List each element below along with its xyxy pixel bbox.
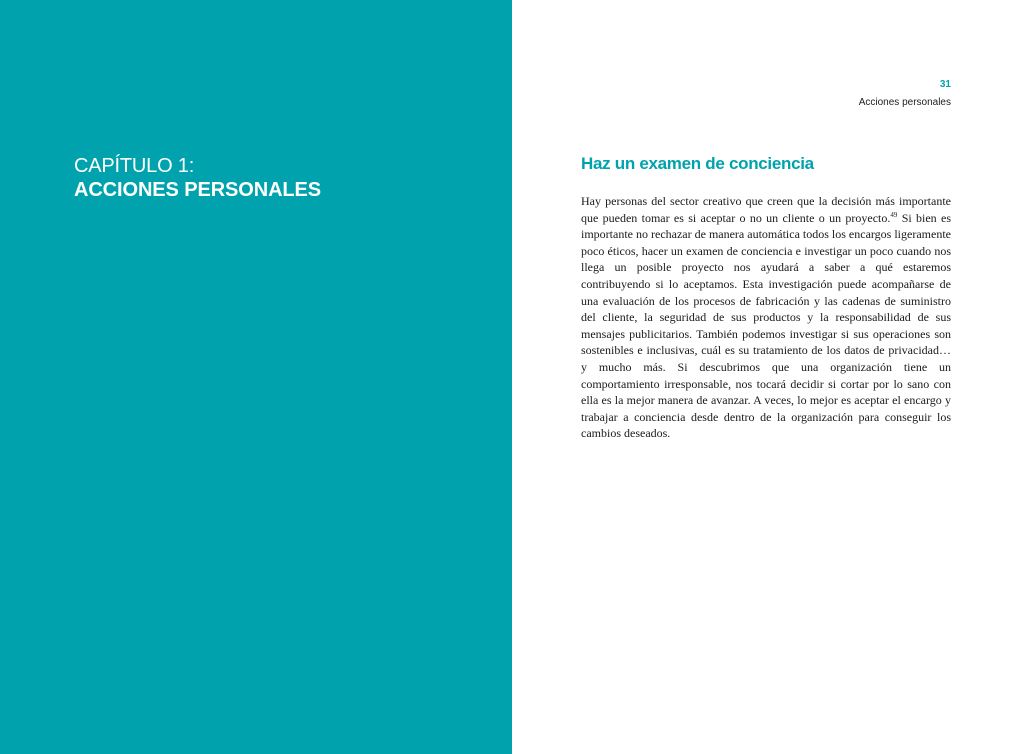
section-title: Haz un examen de conciencia <box>581 154 814 173</box>
running-header: Acciones personales <box>858 97 951 108</box>
chapter-label: CAPÍTULO 1: <box>74 155 195 177</box>
body-text-part-1: Hay personas del sector creativo que creen que la decisión más importante que pueden tomar es si aceptar o no un cliente o un proyecto. <box>581 194 951 225</box>
body-paragraph <box>581 193 951 442</box>
chapter-title: ACCIONES PERSONALES <box>74 179 322 201</box>
page-number: 31 <box>939 79 951 90</box>
body-text-part-2: Si bien es importante no rechazar de manera automática todos los encargos ligeramente poco éticos, hacer un examen de conciencia e investigar un poco cuando nos llega un posible proyecto nos ayudará a saber a qué estaremos contribuyendo si lo aceptamos. Esta investigación puede acompañarse de una evaluación de los procesos de fabricación y las cadenas de suministro del cliente, la seguridad de sus productos y la responsabilidad de sus mensajes publicitarios. También podemos investigar si sus operaciones son sostenibles e inclusivas, cuál es su tratamiento de los datos de privacidad… y mucho más. Si descubrimos que una organización tiene un comportamiento irresponsable, nos tocará decidir si cortar por lo sano con ella es la mejor manera de avanzar. A veces, lo mejor es aceptar el encargo y trabajar a conciencia desde dentro de la organización para conseguir los cambios deseados. <box>581 210 951 441</box>
chapter-heading <box>74 154 494 202</box>
text-page <box>512 0 1024 754</box>
footnote-reference[interactable]: 49 <box>890 210 898 219</box>
